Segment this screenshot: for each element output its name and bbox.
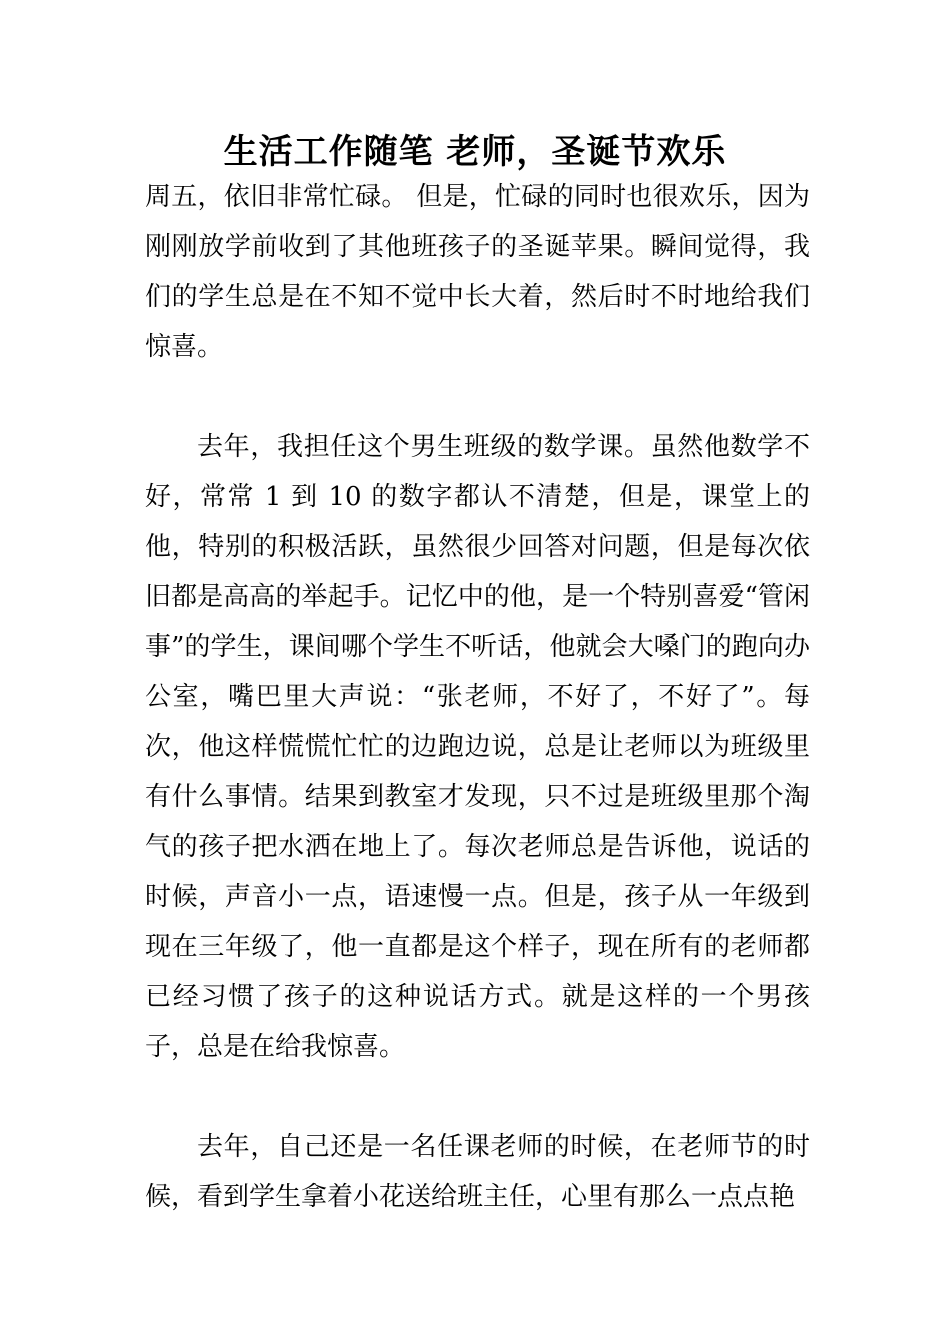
- document-body: [145, 172, 810, 1222]
- paragraph-2: 去年，我担任这个男生班级的数学课。虽然他数学不好，常常 1 到 10 的数字都认不清楚，但是，课堂上的他，特别的积极活跃，虽然很少回答对问题，但是每次依旧都是高高的举起手。记忆中的他，是一个特别喜爱“管闲事”的学生，课间哪个学生不听话，他就会大嗓门的跑向办公室，嘴巴里大声说：“张老师，不好了，不好了”。每次，他这样慌慌忙忙的边跑边说，总是让老师以为班级里有什么事情。结果到教室才发现，只不过是班级里那个淘气的孩子把水洒在地上了。每次老师总是告诉他，说话的时候，声音小一点，语速慢一点。但是，孩子从一年级到现在三年级了，他一直都是这个样子，现在所有的老师都已经习惯了孩子的这种说话方式。就是这样的一个男孩子，总是在给我惊喜。: [145, 432, 810, 1062]
- paragraph-gap: [145, 372, 810, 422]
- paragraph-gap: [145, 1072, 810, 1122]
- paragraph-3: 去年，自己还是一名任课老师的时候，在老师节的时候，看到学生拿着小花送给班主任，心里有那么一点点艳: [145, 1132, 810, 1212]
- paragraph-1: 周五，依旧非常忙碌。 但是，忙碌的同时也很欢乐，因为刚刚放学前收到了其他班孩子的圣诞苹果。瞬间觉得，我们的学生总是在不知不觉中长大着，然后时不时地给我们惊喜。: [145, 182, 810, 362]
- document-title: 生活工作随笔 老师，圣诞节欢乐: [223, 132, 727, 172]
